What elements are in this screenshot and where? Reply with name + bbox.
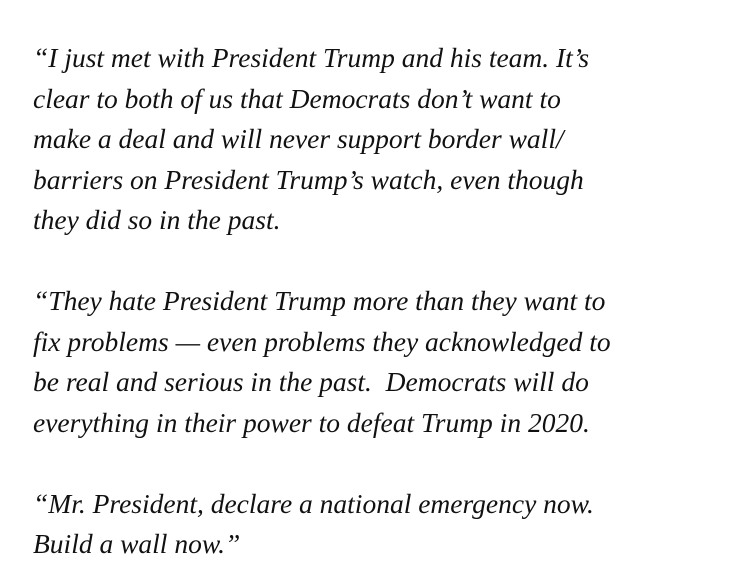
- paragraph-line: clear to both of us that Democrats don’t want to: [33, 82, 561, 114]
- paragraph-line: “Mr. President, declare a national emergency now.: [33, 487, 594, 519]
- paragraph-line: make a deal and will never support border wall/: [33, 123, 564, 154]
- paragraph-line: fix problems — even problems they acknowledged to: [33, 325, 611, 357]
- statement-paragraph-3: [33, 484, 733, 565]
- paragraph-line: they did so in the past.: [33, 204, 281, 235]
- paragraph-line: barriers on President Trump’s watch, even though: [33, 163, 584, 195]
- paragraph-line: “They hate President Trump more than they want to: [33, 285, 606, 316]
- paragraph-line: Build a wall now.”: [33, 528, 241, 559]
- statement-paragraph-1: [33, 38, 733, 241]
- paragraph-line: be real and serious in the past. Democrats will do: [33, 366, 589, 397]
- paragraph-line: everything in their power to defeat Trump in 2020.: [33, 406, 590, 438]
- statement-document: [33, 38, 733, 565]
- statement-paragraph-2: [33, 281, 733, 443]
- paragraph-line: “I just met with President Trump and his team. It’s: [33, 42, 590, 73]
